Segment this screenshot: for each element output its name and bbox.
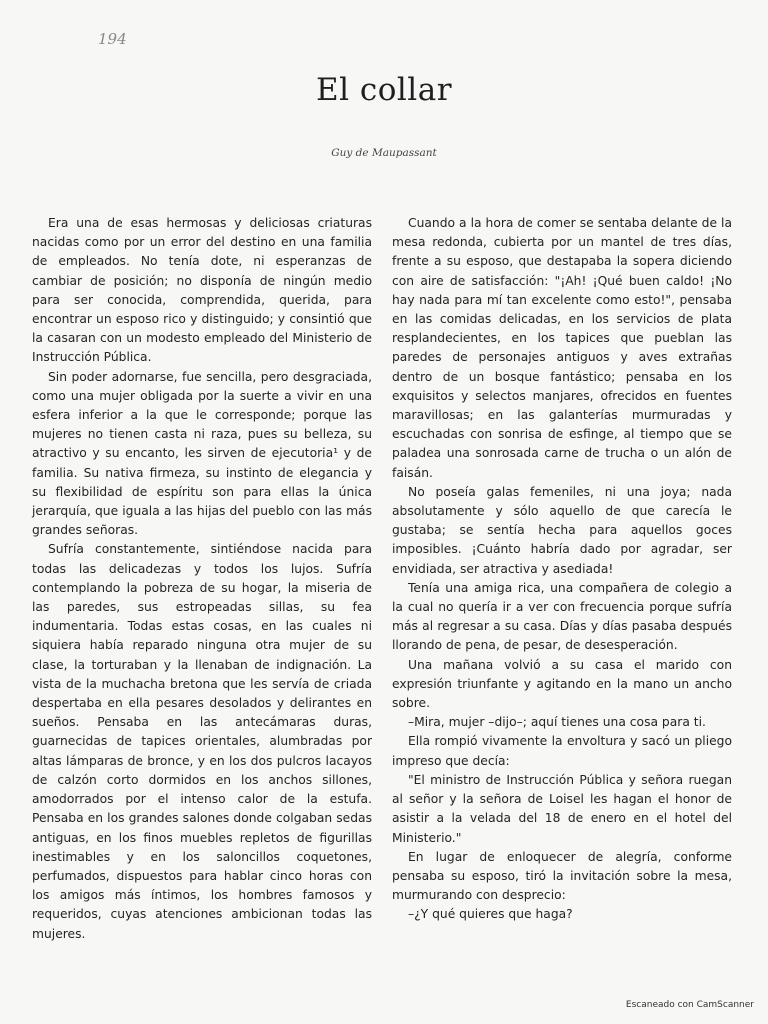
paragraph: Tenía una amiga rica, una compañera de colegio a la cual no quería ir a ver con frecuencia porque sufría más al regresar a su casa. Días y días pasaba después llorando de pena, de pesar, de desesperación. bbox=[392, 580, 732, 653]
author-name: Guy de Maupassant bbox=[331, 147, 437, 159]
paragraph: "El ministro de Instrucción Pública y señora ruegan al señor y la señora de Loisel les hagan el honor de asistir a la velada del 18 de enero en el hotel del Ministerio." bbox=[392, 772, 732, 845]
paragraph: –Mira, mujer –dijo–; aquí tienes una cosa para ti. bbox=[408, 715, 706, 730]
paragraph: No poseía galas femeniles, ni una joya; nada absolutamente y sólo aquello de que carecía le gustaba; se sentía hecha para aquellos goces imposibles. ¡Cuánto habría dado por agradar, ser envidiada, ser atractiva y asediada! bbox=[392, 484, 732, 576]
page-title: El collar bbox=[315, 72, 453, 108]
page-number: 194 bbox=[98, 30, 127, 48]
paragraph: –¿Y qué quieres que haga? bbox=[408, 907, 573, 922]
left-column bbox=[32, 214, 372, 944]
paragraph: En lugar de enloquecer de alegría, conforme pensaba su esposo, tiró la invitación sobre la mesa, murmurando con desprecio: bbox=[392, 849, 732, 903]
right-column bbox=[392, 214, 732, 925]
scanner-watermark: Escaneado con CamScanner bbox=[625, 1000, 754, 1010]
paragraph: Cuando a la hora de comer se sentaba delante de la mesa redonda, cubierta por un mantel de tres días, frente a su esposo, que destapaba la sopera diciendo con aire de satisfacción: "¡Ah! ¡Qué buen caldo! ¡No hay nada para mí tan excelente como esto!", pensaba en las comidas delicadas, en los servicios de plata resplandecientes, en los tapices que pueblan las paredes de personajes antiguos y aves extrañas dentro de un bosque fantástico; pensaba en los exquisitos y selectos manjares, ofrecidos en fuentes maravillosas; en las galanterías murmuradas y escuchadas con sonrisa de esfinge, al tiempo que se paladea una sonrosada carne de trucha o un alón de faisán. bbox=[392, 216, 732, 480]
paragraph: Sufría constantemente, sintiéndose nacida para todas las delicadezas y todos los lujos. Sufría contemplando la pobreza de su hogar, la miseria de las paredes, sus estropeadas sillas, su fea indumentaria. Todas estas cosas, en las cuales ni siquiera había reparado ninguna otra mujer de su clase, la torturaban y la llenaban de indignación. La vista de la muchacha bretona que les servía de criada despertaba en ella pesares desolados y delirantes en sueños. Pensaba en las antecámaras duras, guarnecidas de tapices orientales, alumbradas por altas lámparas de bronce, y en los dos pulcros lacayos de calzón corto dormidos en los anchos sillones, amodorrados por el intenso calor de la estufa. Pensaba en los grandes salones donde colgaban sedas antiguas, en los finos muebles repletos de figurillas inestimables y en los saloncillos coquetones, perfumados, dispuestos para hablar cinco horas con los amigos más íntimos, los hombres famosos y requeridos, cuyas atenciones ambicionan todas las mujeres. bbox=[32, 542, 372, 941]
paragraph: Sin poder adornarse, fue sencilla, pero desgraciada, como una mujer obligada por la suerte a vivir en una esfera inferior a la que le corresponde; porque las mujeres no tienen casta ni raza, pues su belleza, su atractivo y su encanto, les sirven de ejecutoria¹ y de familia. Su nativa firmeza, su instinto de elegancia y su flexibilidad de espíritu son para ellas la única jerarquía, que iguala a las hijas del pueblo con las más grandes señoras. bbox=[32, 369, 372, 538]
paragraph: Era una de esas hermosas y deliciosas criaturas nacidas como por un error del destino en una familia de empleados. No tenía dote, ni esperanzas de cambiar de posición; no disponía de ningún medio para ser conocida, comprendida, querida, para encontrar un esposo rico y distinguido; y consintió que la casaran con un modesto empleado del Ministerio de Instrucción Pública. bbox=[32, 216, 372, 365]
paragraph: Una mañana volvió a su casa el marido con expresión triunfante y agitando en la mano un ancho sobre. bbox=[392, 657, 732, 711]
paragraph: Ella rompió vivamente la envoltura y sacó un pliego impreso que decía: bbox=[392, 734, 732, 768]
